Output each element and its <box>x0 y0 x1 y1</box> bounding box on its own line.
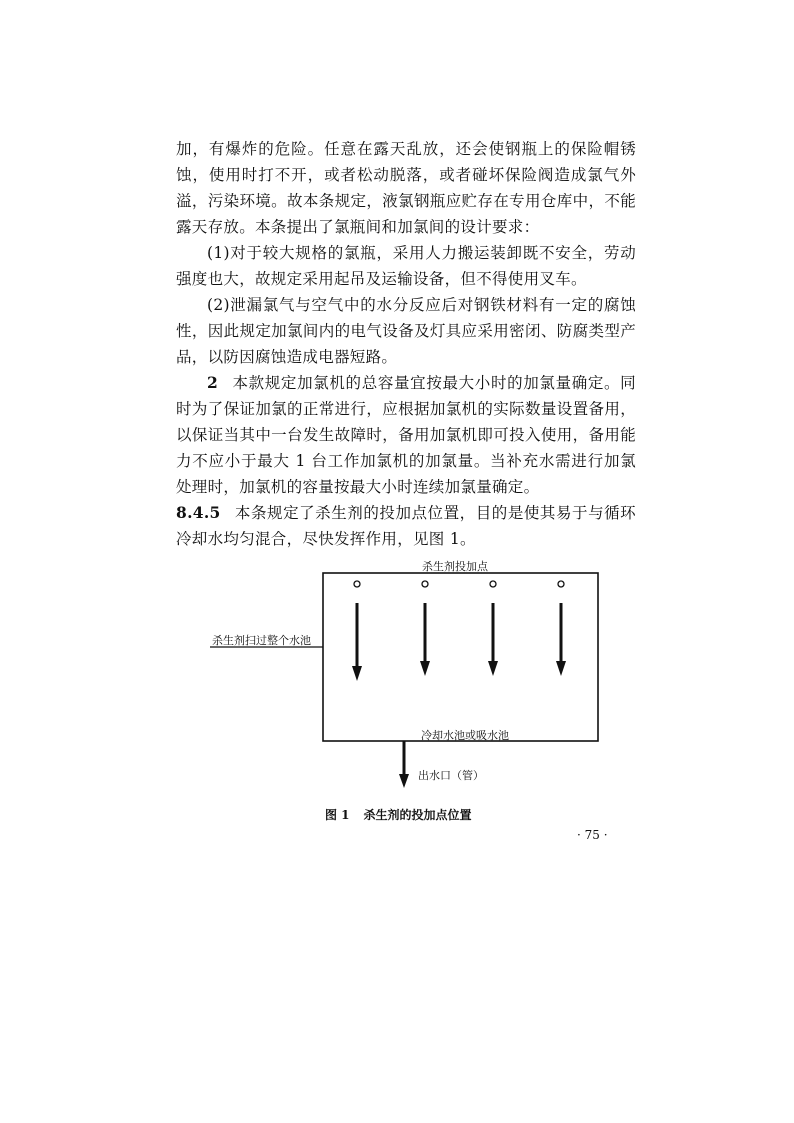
flow-arrow-head <box>420 661 430 676</box>
label-dosing-points: 杀生剂投加点 <box>422 560 488 573</box>
paragraph-3: (2)泄漏氯气与空气中的水分反应后对钢铁材料有一定的腐蚀性，因此规定加氯间内的电气设备及灯具应采用密闭、防腐类型产品，以防因腐蚀造成电器短路。 <box>176 296 636 366</box>
figure-caption-text: 杀生剂的投加点位置 <box>363 808 472 822</box>
dosing-point-1 <box>352 581 362 681</box>
outlet-arrow <box>399 741 409 788</box>
dosing-point-3 <box>488 581 498 676</box>
flow-arrow-head <box>556 661 566 676</box>
dosing-point-4 <box>556 581 566 676</box>
dosing-point-marker <box>558 581 564 587</box>
figure-number: 图 1 <box>325 808 350 822</box>
flow-arrow-head <box>352 666 362 681</box>
dosing-point-2 <box>420 581 430 676</box>
page-number: · 75 · <box>577 828 608 842</box>
outlet-arrow-head <box>399 774 409 788</box>
pool-outline <box>323 573 598 741</box>
dosing-point-marker <box>354 581 360 587</box>
label-outlet: 出水口（管） <box>418 769 484 782</box>
dosing-point-marker <box>422 581 428 587</box>
figure-caption <box>325 806 472 823</box>
label-cooling-pool: 冷却水池或吸水池 <box>421 729 509 742</box>
paragraph-1: 加，有爆炸的危险。任意在露天乱放，还会使钢瓶上的保险帽锈蚀，使用时打不开，或者松动脱落，或者碰坏保险阀造成氯气外溢，污染环境。故本条规定，液氯钢瓶应贮存在专用仓库中，不能露天存放。本条提出了氯瓶间和加氯间的设计要求： <box>176 140 636 236</box>
flow-arrow-head <box>488 661 498 676</box>
clause-number: 2 <box>207 373 219 392</box>
section-number: 8.4.5 <box>176 503 221 522</box>
paragraph-5 <box>176 500 636 552</box>
paragraph-5-text: 本条规定了杀生剂的投加点位置，目的是使其易于与循环冷却水均匀混合，尽快发挥作用，见图 1。 <box>176 504 636 548</box>
label-sweep-pool: 杀生剂扫过整个水池 <box>212 634 311 647</box>
dosing-point-marker <box>490 581 496 587</box>
paragraph-4-text: 本款规定加氯机的总容量宜按最大小时的加氯量确定。同时为了保证加氯的正常进行，应根据加氯机的实际数量设置备用，以保证当其中一台发生故障时，备用加氯机即可投入使用，备用能力不应小于最大 1 台工作加氯机的加氯量。当补充水需进行加氯处理时，加氯机的容量按最大小时连续加氯量确定。 <box>176 374 636 496</box>
paragraph-2: (1)对于较大规格的氯瓶，采用人力搬运装卸既不安全，劳动强度也大，故规定采用起吊及运输设备，但不得使用叉车。 <box>176 244 636 288</box>
body-text <box>176 136 636 552</box>
paragraph-4 <box>176 370 636 500</box>
